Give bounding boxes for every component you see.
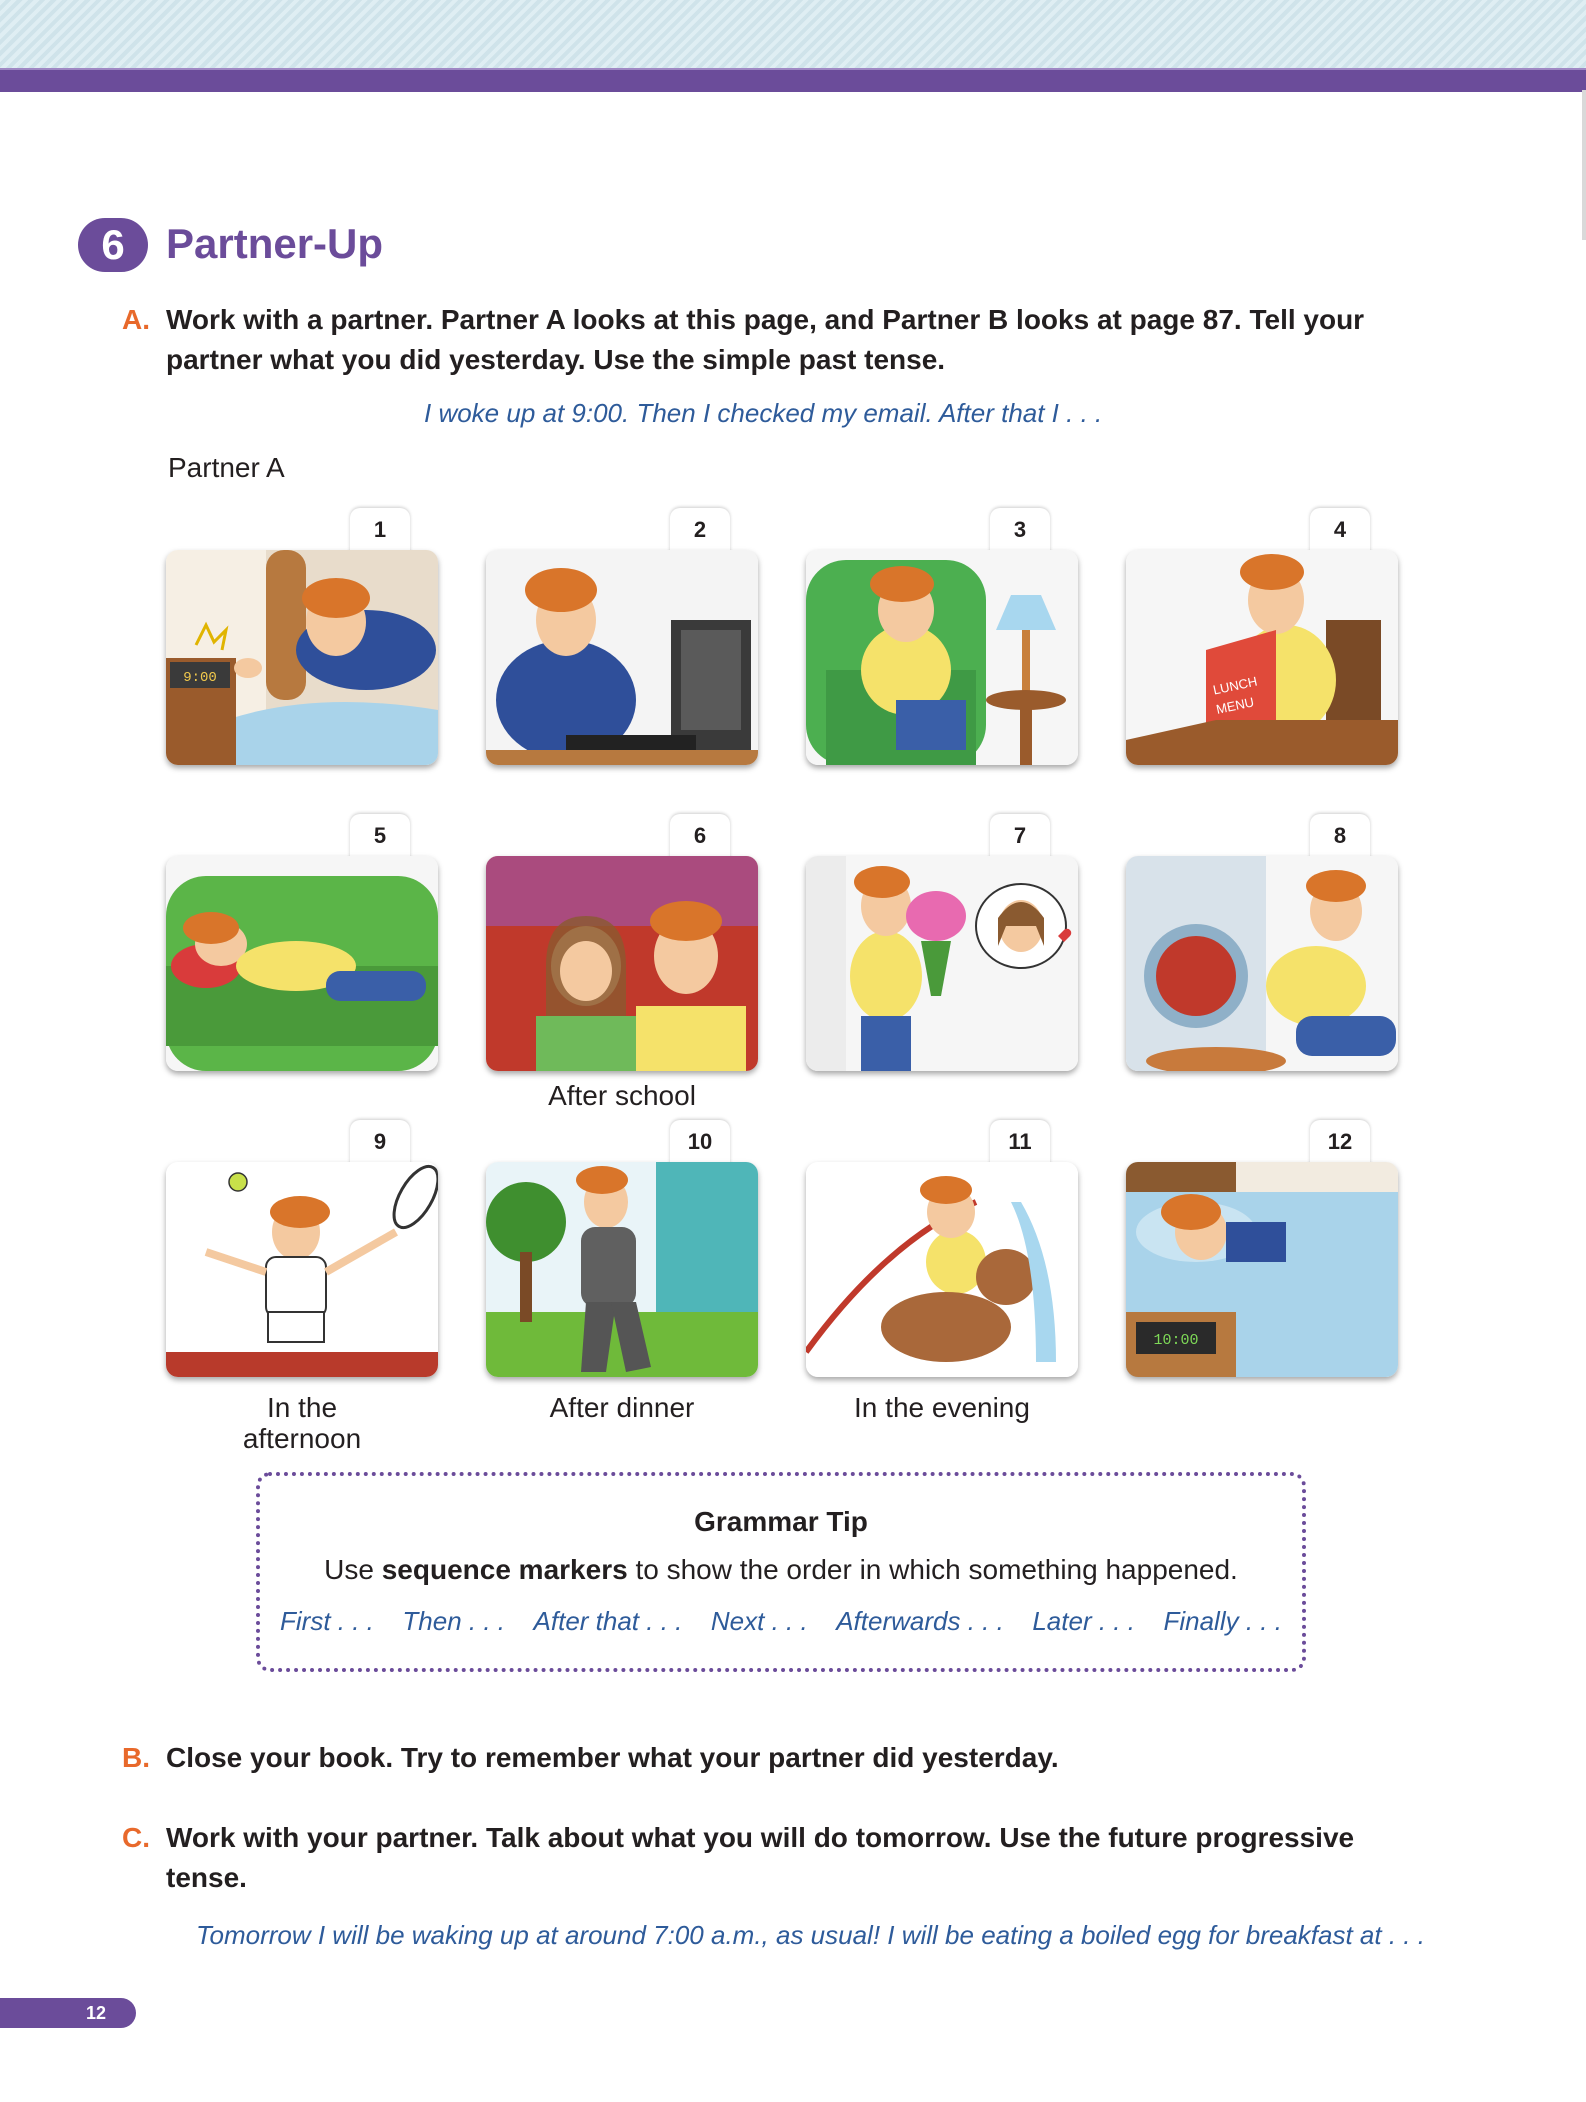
panel-6-illustration (486, 856, 758, 1071)
grammar-tip-text (260, 1554, 1302, 1586)
panel-3-illustration (806, 550, 1078, 765)
example-c: Tomorrow I will be waking up at around 7:00 a.m., as usual! I will be eating a boiled egg for breakfast at . . . (196, 1920, 1425, 1950)
panel-2-illustration (486, 550, 758, 765)
book-cover-line-1: LUNCH (1211, 673, 1259, 698)
panel-number-7: 7 (990, 814, 1050, 862)
grammar-tip-text-start: Use (324, 1554, 382, 1585)
panel-number-9: 9 (350, 1120, 410, 1168)
grammar-tip-box (256, 1472, 1306, 1672)
panel-4-illustration (1126, 550, 1398, 765)
sequence-marker: Then . . . (402, 1606, 506, 1636)
panel-number-2: 2 (670, 508, 730, 556)
panel-number-11: 11 (990, 1120, 1050, 1168)
partner-label: Partner A (168, 452, 285, 483)
alarm-clock-display: 9:00 (183, 670, 217, 686)
instruction-b-text: Close your book. Try to remember what your partner did yesterday. (166, 1742, 1059, 1773)
sequence-marker: Next . . . (710, 1606, 808, 1636)
sequence-marker: Later . . . (1032, 1606, 1135, 1636)
caption-panel-9: In the afternoon (242, 1392, 362, 1454)
instruction-c-letter: C. (122, 1822, 150, 1853)
page-edge (1582, 90, 1586, 240)
grammar-tip-text-end: to show the order in which something happened. (627, 1554, 1238, 1585)
sequence-marker: After that . . . (533, 1606, 683, 1636)
section-number-badge: 6 (78, 218, 148, 272)
panel-11-illustration (806, 1162, 1078, 1377)
page-number: 12 (0, 1998, 136, 2028)
header-band (0, 0, 1586, 68)
panel-number-8: 8 (1310, 814, 1370, 862)
caption-panel-11: In the evening (854, 1392, 1030, 1423)
sequence-marker: Finally . . . (1163, 1606, 1282, 1636)
caption-panel-6: After school (548, 1080, 696, 1111)
panel-number-10: 10 (670, 1120, 730, 1168)
instruction-b-letter: B. (122, 1742, 150, 1773)
example-a: I woke up at 9:00. Then I checked my email. After that I . . . (424, 398, 1103, 428)
header-rule (0, 68, 1586, 92)
panel-10-illustration (486, 1162, 758, 1377)
section-title: Partner-Up (166, 220, 384, 267)
grammar-tip-title: Grammar Tip (694, 1506, 868, 1537)
instruction-b (122, 1738, 1412, 1778)
sequence-marker: Afterwards . . . (836, 1606, 1004, 1636)
instruction-a (122, 300, 1412, 380)
caption-panel-10: After dinner (549, 1392, 695, 1423)
panel-number-12: 12 (1310, 1120, 1370, 1168)
panel-number-1: 1 (350, 508, 410, 556)
panel-number-6: 6 (670, 814, 730, 862)
bedside-clock-display: 10:00 (1153, 1332, 1199, 1349)
panel-5-illustration (166, 856, 438, 1071)
instruction-c (122, 1818, 1412, 1898)
panel-number-3: 3 (990, 508, 1050, 556)
panel-7-illustration (806, 856, 1078, 1071)
panel-number-5: 5 (350, 814, 410, 862)
instruction-c-text: Work with your partner. Talk about what you will do tomorrow. Use the future progressive tense. (166, 1822, 1355, 1893)
panel-number-4: 4 (1310, 508, 1370, 556)
sequence-markers (280, 1606, 1282, 1637)
instruction-a-letter: A. (122, 304, 150, 335)
sequence-marker: First . . . (280, 1606, 374, 1636)
panel-12-illustration (1126, 1162, 1398, 1377)
book-cover-line-2: MENU (1214, 694, 1256, 717)
panel-8-illustration (1126, 856, 1398, 1071)
instruction-a-text: Work with a partner. Partner A looks at this page, and Partner B looks at page 87. Tell your partner what you did yesterday. Use the simple past tense. (166, 304, 1365, 375)
panel-9-illustration (166, 1162, 438, 1377)
grammar-tip-keyword: sequence markers (381, 1554, 628, 1585)
panel-1-illustration (166, 550, 438, 765)
